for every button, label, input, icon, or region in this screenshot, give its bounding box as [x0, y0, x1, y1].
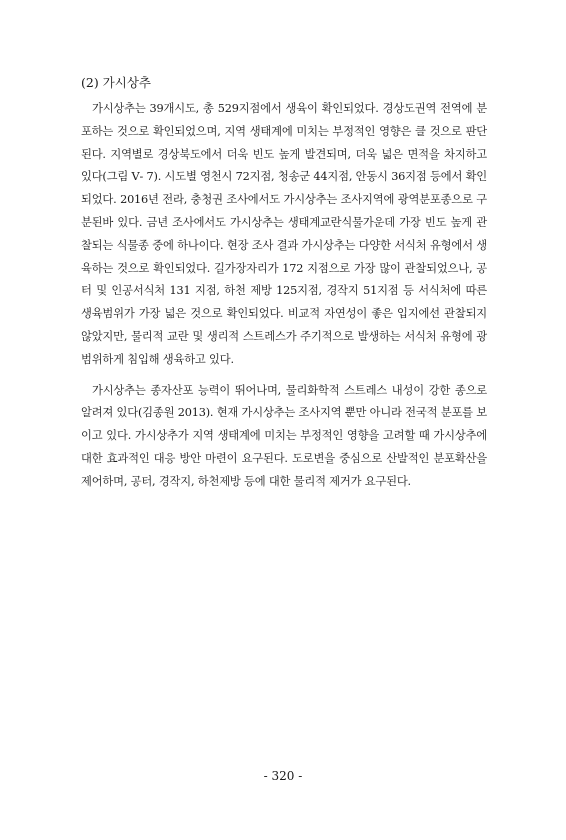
paragraph-management: 가시상추는 종자산포 능력이 뛰어나며, 물리화학적 스트레스 내성이 강한 종으로 알려져 있다(김종원 2013). 현재 가시상추는 조사지역 뿐만 아니라 전국적 분포를 보이고 있다. 가시상추가 지역 생태계에 미치는 부정적인 영향을 고려할 때 가시상추에 대한 효과적인 대응 방안 마련이 요구된다. 도로변을 중심으로 산발적인 분포확산을 제어하며, 공터, 경작지, 하천제방 등에 대한 물리적 제거가 요구된다.: [81, 383, 487, 488]
section-heading: (2) 가시상추: [81, 75, 151, 90]
page-content: [81, 74, 487, 494]
paragraph-distribution: 가시상추는 39개시도, 총 529지점에서 생육이 확인되었다. 경상도권역 전역에 분포하는 것으로 확인되었으며, 지역 생태계에 미치는 부정적인 영향은 클 것으로 판단된다. 지역별로 경상북도에서 더욱 빈도 높게 발견되며, 더욱 넓은 면적을 차지하고 있다(그림 Ⅴ- 7). 시도별 영천시 72지점, 청송군 44지점, 안동시 36지점 등에서 확인되었다. 2016년 전라, 충청권 조사에서도 가시상추는 조사지역에 광역분포종으로 구분된바 있다. 금년 조사에서도 가시상추는 생태계교란식물가운데 가장 빈도 높게 관찰되는 식물종 중에 하나이다. 현장 조사 결과 가시상추는 다양한 서식처 유형에서 생육하는 것으로 확인되었다. 길가장자리가 172 지점으로 가장 많이 관찰되었으나, 공터 및 인공서식처 131 지점, 하천 제방 125지점, 경작지 51지점 등 서식처에 따른 생육범위가 가장 넓은 것으로 확인되었다. 비교적 자연성이 좋은 입지에선 관찰되지 않았지만, 물리적 교란 및 생리적 스트레스가 주기적으로 발생하는 서식처 유형에 광범위하게 침입해 생육하고 있다.: [81, 102, 487, 366]
page-number: - 320 -: [263, 769, 303, 783]
